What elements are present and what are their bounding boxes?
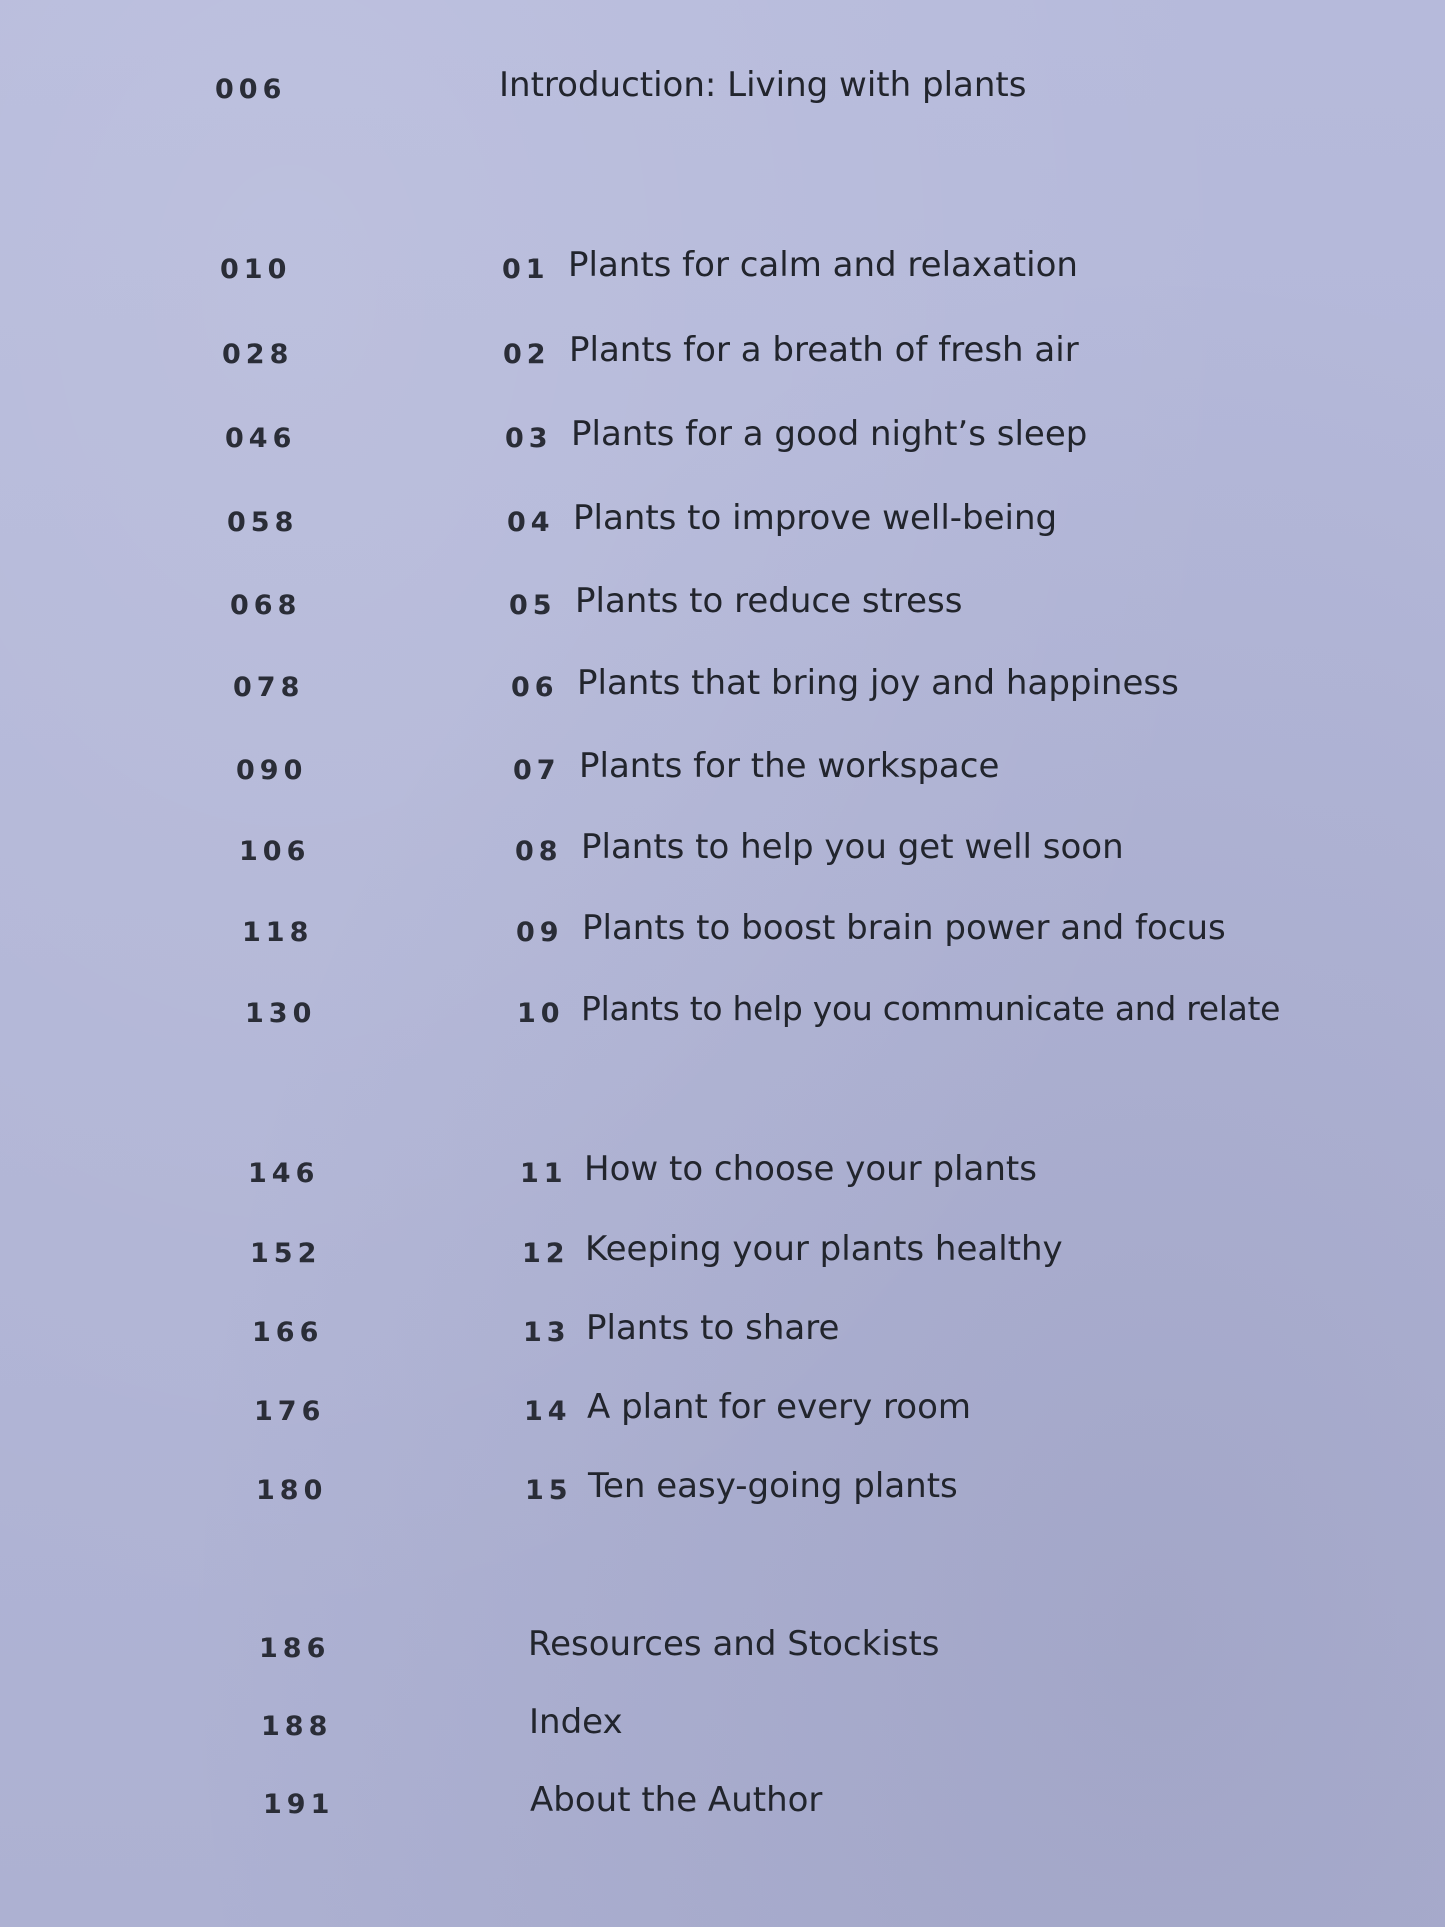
toc-entry-chapter [225,414,1225,471]
toc-page-number: 191 [263,1789,335,1820]
toc-entry-chapter [256,1466,1256,1523]
toc-entry-chapter [233,663,1233,720]
toc-entry-title: Plants for a good night’s sleep [571,414,1088,454]
toc-entry-intro [215,65,1115,122]
toc-chapter-number: 13 [523,1317,571,1348]
toc-entry-chapter [220,245,1220,302]
toc-entry-title: Introduction: Living with plants [499,65,1027,105]
toc-chapter-number: 15 [525,1475,573,1506]
toc-page-number: 006 [215,74,287,105]
toc-chapter-number: 11 [520,1158,568,1189]
toc-entry-title: Plants to improve well-being [573,498,1058,538]
toc-chapter-number: 02 [503,339,551,370]
toc-chapter-number: 14 [524,1396,572,1427]
toc-page-number: 028 [222,339,294,370]
toc-chapter-number: 06 [511,672,559,703]
toc-entry-chapter [222,330,1222,387]
toc-entry-title: Keeping your plants healthy [585,1229,1063,1269]
toc-entry-chapter [248,1149,1248,1206]
toc-entry-title: Plants that bring joy and happiness [577,663,1179,703]
toc-page-number: 146 [248,1158,320,1189]
toc-entry-title: About the Author [530,1780,823,1820]
toc-entry-title: Ten easy-going plants [588,1466,958,1506]
toc-page-number: 186 [259,1633,331,1664]
toc-page-number: 078 [233,672,305,703]
toc-entry-title: Resources and Stockists [528,1624,940,1664]
toc-page-number: 130 [245,998,317,1029]
toc-entry-back-matter [263,1780,1263,1837]
toc-entry-chapter [227,498,1227,555]
toc-page-number: 046 [225,423,297,454]
toc-entry-chapter [254,1387,1254,1444]
toc-chapter-number: 07 [513,755,561,786]
toc-entry-chapter [242,908,1242,965]
toc-entry-chapter [245,989,1315,1046]
toc-entry-title: Index [529,1702,623,1742]
toc-entry-chapter [236,746,1236,803]
toc-page-number: 106 [239,836,311,867]
toc-entry-chapter [239,827,1239,884]
toc-entry-title: Plants to boost brain power and focus [582,908,1226,948]
toc-entry-title: Plants for a breath of fresh air [569,330,1079,370]
toc-chapter-number: 04 [507,507,555,538]
toc-page-number: 118 [242,917,314,948]
toc-page-number: 188 [261,1711,333,1742]
toc-page-number: 180 [256,1475,328,1506]
toc-entry-title: Plants to reduce stress [575,581,963,621]
toc-chapter-number: 10 [517,998,565,1029]
toc-entry-title: Plants to help you communicate and relate [581,989,1281,1028]
toc-page-number: 068 [230,590,302,621]
toc-entry-title: How to choose your plants [584,1149,1037,1189]
toc-page-number: 090 [236,755,308,786]
toc-entry-back-matter [261,1702,1261,1759]
toc-entry-title: Plants to share [586,1308,840,1348]
toc-entry-chapter [252,1308,1252,1365]
toc-page-number: 058 [227,507,299,538]
toc-page-number: 152 [250,1238,322,1269]
toc-entry-title: A plant for every room [587,1387,971,1427]
toc-chapter-number: 05 [509,590,557,621]
toc-entry-chapter [250,1229,1250,1286]
toc-entry-title: Plants to help you get well soon [581,827,1124,867]
toc-page-number: 176 [254,1396,326,1427]
toc-entry-title: Plants for the workspace [579,746,1000,786]
toc-entry-back-matter [259,1624,1259,1681]
toc-page-number: 010 [220,254,292,285]
toc-page-number: 166 [252,1317,324,1348]
toc-entry-title: Plants for calm and relaxation [568,245,1078,285]
toc-chapter-number: 01 [502,254,550,285]
toc-chapter-number: 09 [516,917,564,948]
toc-chapter-number: 08 [515,836,563,867]
toc-entry-chapter [230,581,1230,638]
toc-chapter-number: 03 [505,423,553,454]
toc-chapter-number: 12 [522,1238,570,1269]
